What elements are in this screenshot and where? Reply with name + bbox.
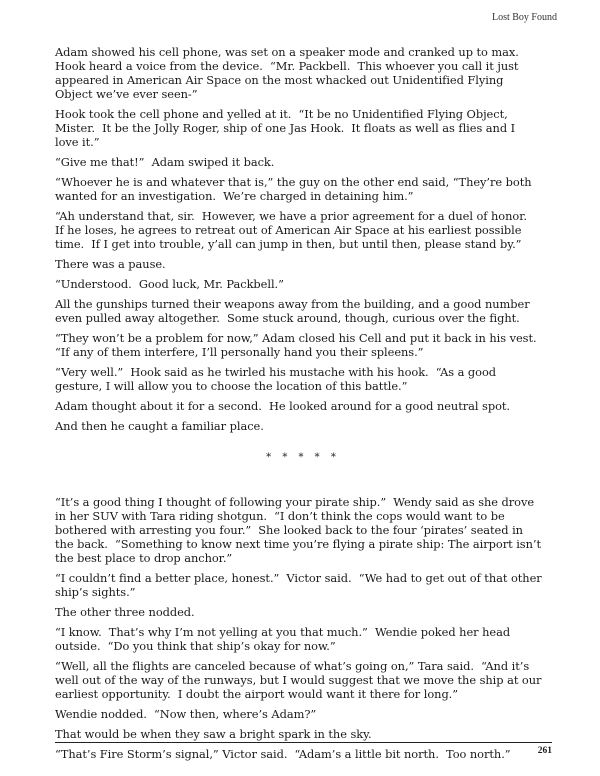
running-header: Lost Boy Found [491,12,557,23]
paragraph: “It’s a good thing I thought of following your pirate ship.” Wendy said as she drove in her SUV with Tara riding shotgun. “I don’t think the cops would want to be bothered with arresting you four.” She looked back to the four ‘pirates’ seated in the back. “Something to know next time you’re flying a pirate ship: The airport isn’t the best place to drop anchor.” [55,495,541,565]
paragraph: Hook took the cell phone and yelled at it. “It be no Unidentified Flying Object, Mister. It be the Jolly Roger, ship of one Jas Hook. It floats as well as flies and I love it.” [55,107,516,149]
paragraph: Wendie nodded. “Now then, where’s Adam?” [55,707,317,721]
paragraph: “Give me that!” Adam swiped it back. [55,155,275,169]
paragraph: All the gunships turned their weapons away from the building, and a good number even pulled away altogether. Some stuck around, though, curious over the fight. [55,297,530,325]
paragraph: “I know. That’s why I’m not yelling at you that much.” Wendie poked her head outside. “Do you think that ship’s okay for now.” [55,625,511,653]
paragraph: That would be when they saw a bright spark in the sky. [55,727,372,741]
paragraph: Adam showed his cell phone, was set on a speaker mode and cranked up to max. Hook heard a voice from the device. “Mr. Packbell. This whoever you call it just appeared in American Air Space on the most whacked out Unidentified Flying Object we’ve ever seen-” [55,45,519,101]
paragraph: “Well, all the flights are canceled because of what’s going on,” Tara said. “And it’s well out of the way of the runways, but I would suggest that we move the ship at our earliest opportunity. I doubt the airport would want it there for long.” [55,659,542,701]
paragraph: There was a pause. [55,257,166,271]
page-body [55,45,551,767]
paragraph: “I couldn’t find a better place, honest.” Victor said. “We had to get out of that other ship’s sights.” [55,571,542,599]
paragraph: “Whoever he is and whatever that is,” the guy on the other end said, “They’re both wanted for an investigation. We’re charged in detaining him.” [55,175,532,203]
paragraph: “Understood. Good luck, Mr. Packbell.” [55,277,284,291]
footer-rule [55,742,552,743]
paragraph: “Very well.” Hook said as he twirled his mustache with his hook. “As a good gesture, I will allow you to choose the location of this battle.” [55,365,497,393]
paragraph: And then he caught a familiar place. [55,419,264,433]
paragraph: The other three nodded. [55,605,195,619]
paragraph: “That’s Fire Storm’s signal,” Victor said. “Adam’s a little bit north. Too north.” [55,747,511,761]
page-number: 261 [537,746,552,756]
paragraph: Adam thought about it for a second. He looked around for a good neutral spot. [55,399,510,413]
scene-break: * * * * * [266,452,340,463]
paragraph: “Ah understand that, sir. However, we have a prior agreement for a duel of honor. If he loses, he agrees to retreat out of American Air Space at his earliest possible time. If I get into trouble, y’all can jump in then, but until then, please stand by.” [55,209,527,251]
paragraph: “They won’t be a problem for now,” Adam closed his Cell and put it back in his vest. “If any of them interfere, I’ll personally hand you their spleens.” [55,331,537,359]
